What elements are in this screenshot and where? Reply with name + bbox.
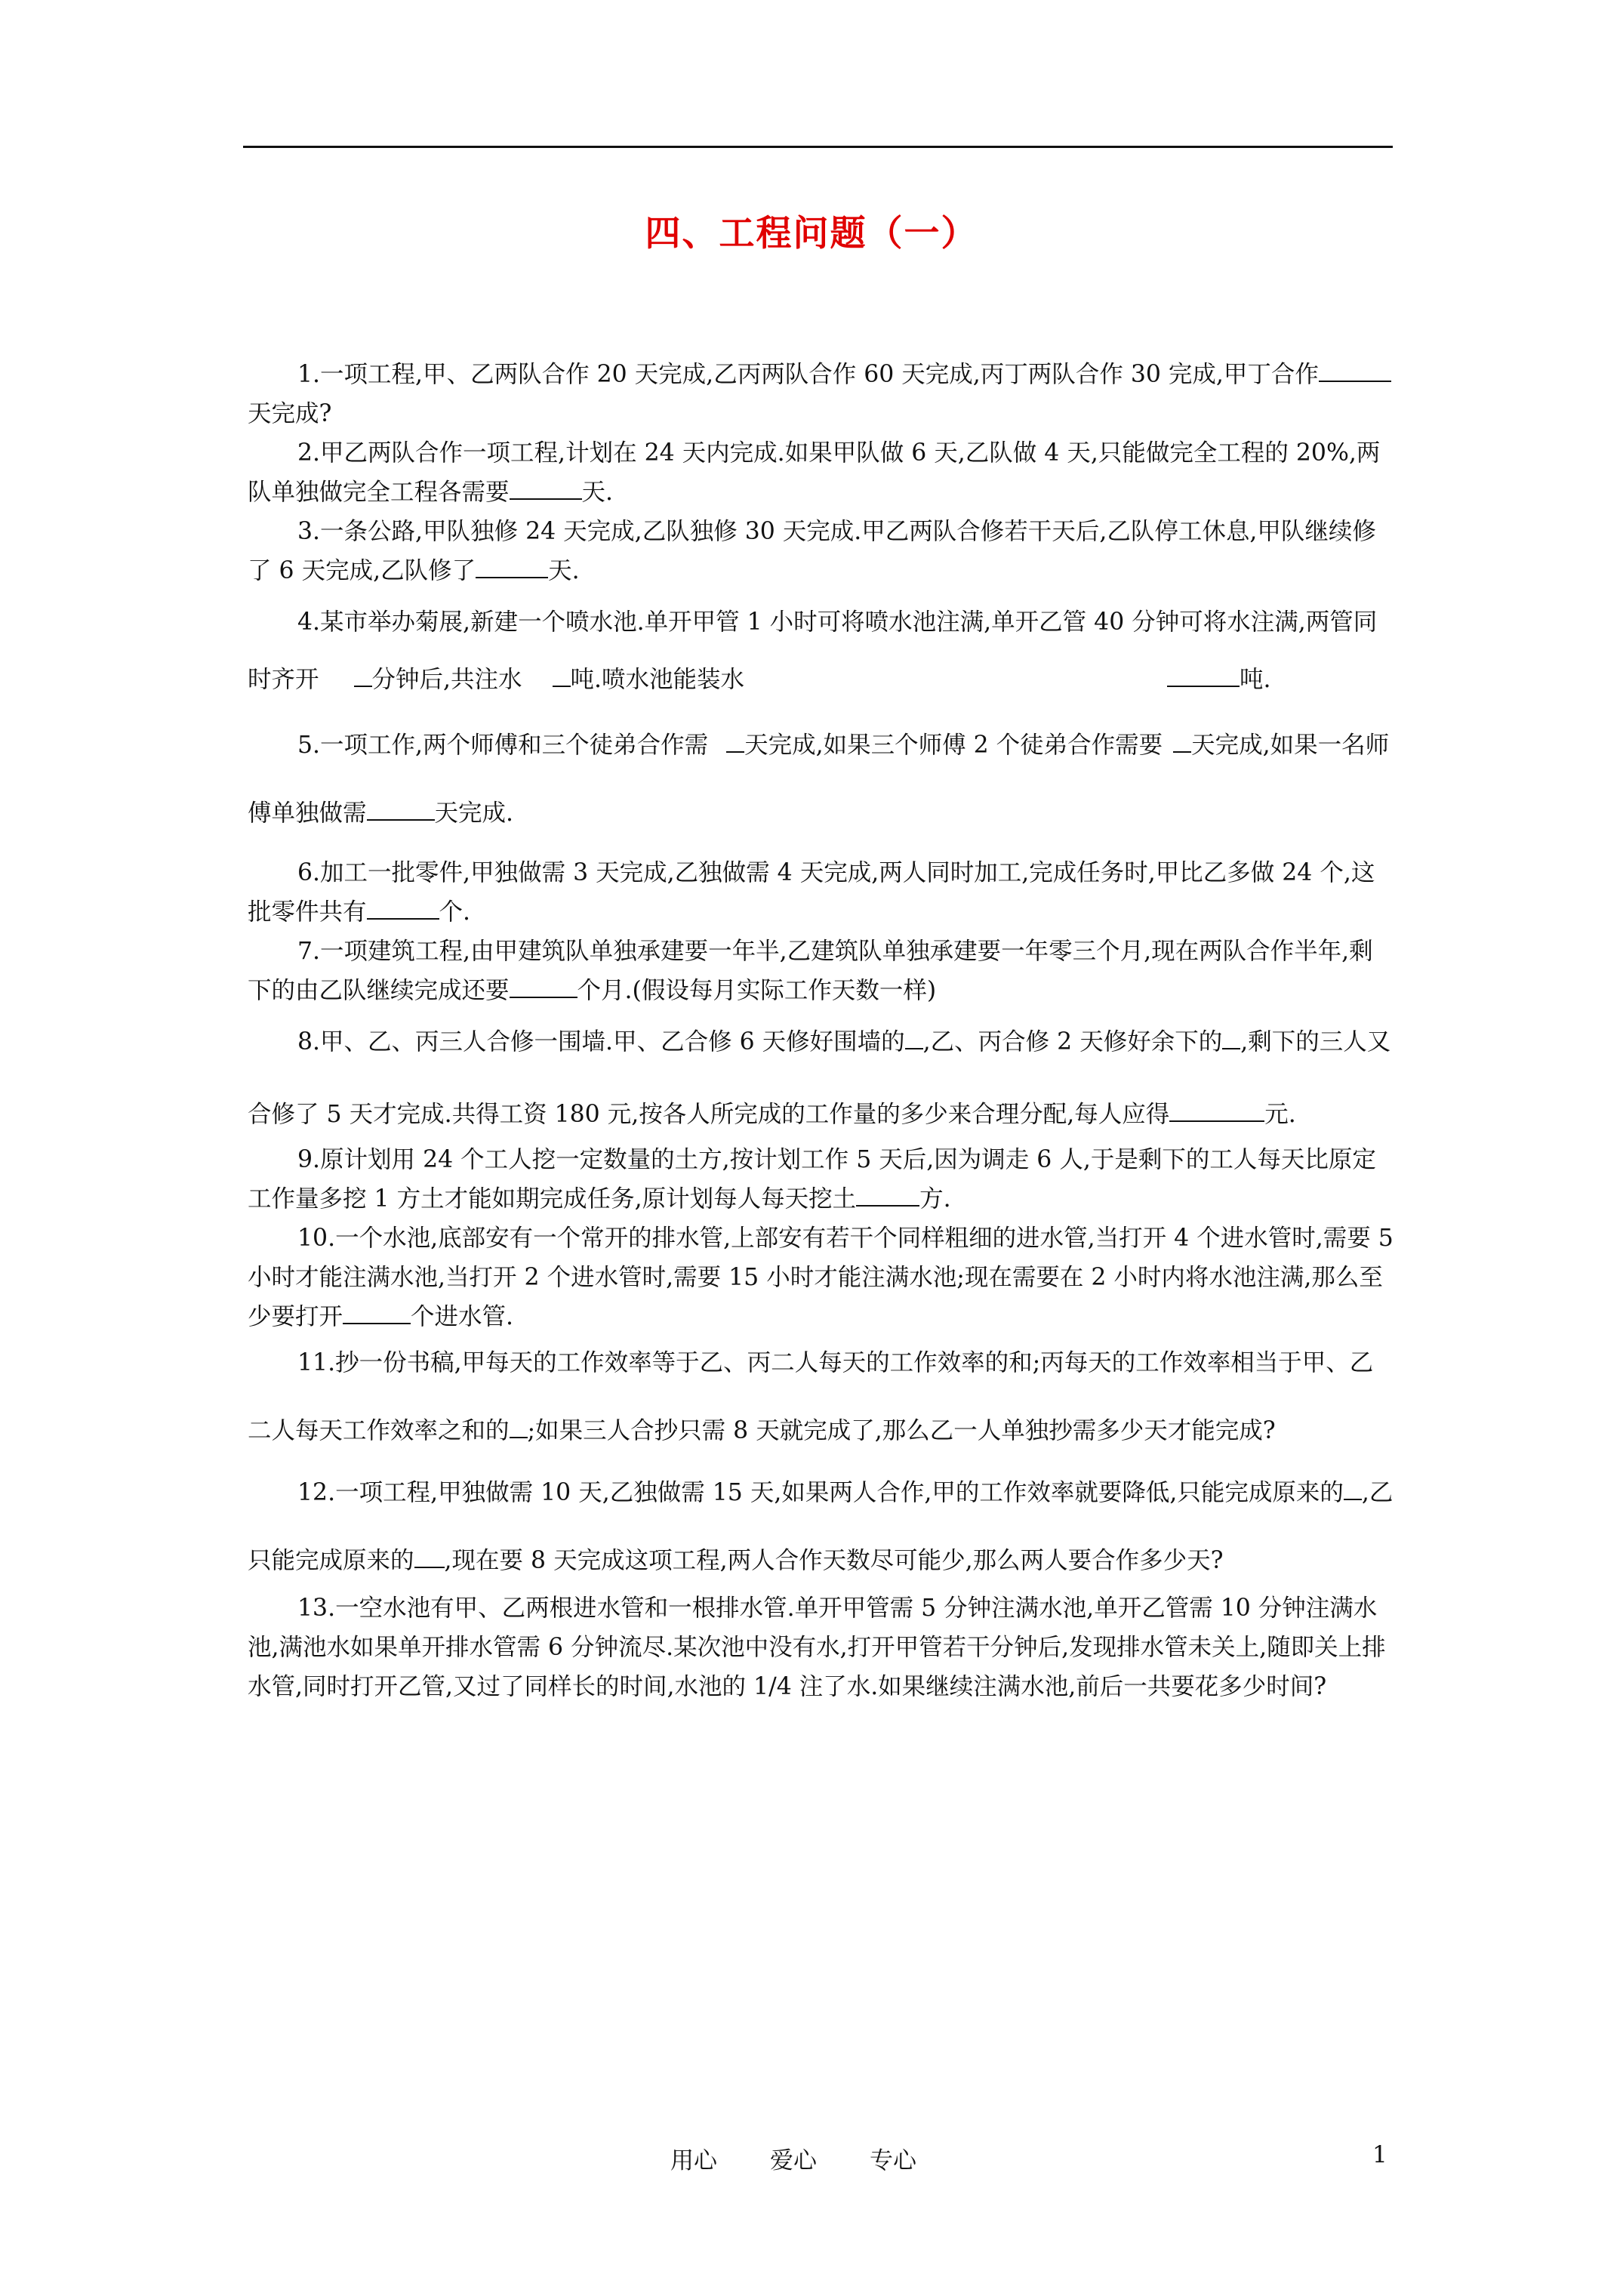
header-rule	[243, 146, 1393, 148]
problem-5-text-3: 天完成,如果一名师傅单独做需	[248, 732, 1390, 827]
problem-12	[248, 1459, 1395, 1595]
problem-11	[248, 1329, 1395, 1465]
problem-7	[248, 932, 1395, 1010]
problem-12-text-3: ,现在要 8 天完成这项工程,两人合作天数尽可能少,那么两人要合作多少天?	[444, 1547, 1224, 1574]
problem-6	[248, 853, 1395, 932]
page-number: 1	[1372, 2141, 1387, 2168]
answer-blank	[1169, 1099, 1264, 1122]
answer-blank	[476, 556, 548, 578]
problem-11-text: 11.抄一份书稿,甲每天的工作效率等于乙、丙二人每天的工作效率的和;丙每天的工作效率相当于甲、乙二人每天工作效率之和的	[248, 1349, 1374, 1444]
problem-10	[248, 1219, 1395, 1336]
problem-4-text-2: 分钟后,共注水	[371, 666, 522, 693]
problem-3-text: 3.一条公路,甲队独修 24 天完成,乙队独修 30 天完成.甲乙两队合修若干天后,乙队停工休息,甲队继续修了 6 天完成,乙队修了	[248, 518, 1376, 584]
problem-5-text-2: 天完成,如果三个师傅 2 个徒弟合作需要	[744, 732, 1163, 759]
answer-blank	[367, 798, 435, 821]
answer-blank	[1167, 664, 1240, 687]
problem-3-text-2: 天.	[548, 557, 580, 584]
problem-9-text-2: 方.	[919, 1185, 951, 1213]
problem-10-text: 10.一个水池,底部安有一个常开的排水管,上部安有若干个同样粗细的进水管,当打开 4 个进水管时,需要 5 小时才能注满水池,当打开 2 个进水管时,需要 15 小时才能注满水池;现在需要在 2 小时内将水池注满,那么至少要打开	[248, 1225, 1394, 1330]
footer-middle: 爱心	[770, 2147, 817, 2174]
fraction-placeholder	[1173, 735, 1191, 753]
problem-11-text-2: ;如果三人合抄只需 8 天就完成了,那么乙一人单独抄需多少天才能完成?	[527, 1417, 1276, 1444]
problem-1	[248, 355, 1395, 433]
fraction-placeholder	[905, 1031, 923, 1049]
problem-13	[248, 1589, 1395, 1706]
problem-5-text: 5.一项工作,两个师傅和三个徒弟合作需	[297, 732, 709, 759]
problem-4-text-4: 吨.	[1240, 666, 1271, 693]
answer-blank	[856, 1184, 919, 1207]
problem-3	[248, 512, 1395, 590]
problem-list	[248, 355, 1395, 1706]
problem-1-text: 1.一项工程,甲、乙两队合作 20 天完成,乙丙两队合作 60 天完成,丙丁两队合作 30 完成,甲丁合作	[297, 361, 1319, 388]
footer-left: 用心	[670, 2147, 717, 2174]
problem-9-text: 9.原计划用 24 个工人挖一定数量的土方,按计划工作 5 天后,因为调走 6 人,于是剩下的工人每天比原定工作量多挖 1 方土才能如期完成任务,原计划每人每天挖土	[248, 1146, 1376, 1213]
problem-8-text-4: 元.	[1264, 1101, 1296, 1128]
problem-2-text-2: 天.	[581, 479, 614, 506]
problem-12-text-2: ,乙只能完成原来的	[248, 1479, 1394, 1574]
problem-8-text-3: ,剩下的三人又合修了 5 天才完成.共得工资 180 元,按各人所完成的工作量的多少来合理分配,每人应得	[248, 1028, 1391, 1128]
footer-right: 专心	[870, 2147, 916, 2174]
answer-blank	[343, 1302, 411, 1324]
fraction-placeholder	[1344, 1482, 1362, 1500]
problem-5-text-4: 天完成.	[434, 800, 514, 827]
problem-2	[248, 433, 1395, 512]
problem-4-text-3: 吨.喷水池能装水	[570, 666, 745, 693]
answer-blank	[367, 897, 439, 920]
problem-6-text-2: 个.	[439, 898, 471, 926]
fraction-placeholder	[726, 735, 744, 753]
problem-6-text: 6.加工一批零件,甲独做需 3 天完成,乙独做需 4 天完成,两人同时加工,完成任务时,甲比乙多做 24 个,这批零件共有	[248, 859, 1375, 926]
problem-4-text: 4.某市举办菊展,新建一个喷水池.单开甲管 1 小时可将喷水池注满,单开乙管 40 分钟可将水注满,两管同时齐开	[248, 609, 1378, 693]
problem-4	[248, 593, 1395, 708]
fraction-placeholder	[414, 1550, 445, 1568]
answer-blank	[1319, 359, 1391, 382]
page-title: 四、工程问题（一）	[645, 213, 978, 254]
fraction-placeholder	[1222, 1031, 1240, 1049]
problem-9	[248, 1140, 1395, 1219]
problem-10-text-2: 个进水管.	[411, 1303, 514, 1330]
fraction-placeholder	[553, 669, 571, 687]
problem-8	[248, 1006, 1395, 1151]
fraction-placeholder	[510, 1420, 528, 1438]
problem-7-text: 7.一项建筑工程,由甲建筑队单独承建要一年半,乙建筑队单独承建要一年零三个月,现在两队合作半年,剩下的由乙队继续完成还要	[248, 938, 1373, 1004]
answer-blank	[510, 477, 582, 500]
problem-13-text: 13.一空水池有甲、乙两根进水管和一根排水管.单开甲管需 5 分钟注满水池,单开乙管需 10 分钟注满水池,满池水如果单开排水管需 6 分钟流尽.某次池中没有水,打开甲管若干分钟后,发现排水管未关上,随即关上排水管,同时打开乙管,又过了同样长的时间,水池的 1/4 注了水.如果继续注满水池,前后一共要花多少时间?	[248, 1595, 1386, 1700]
fraction-placeholder	[354, 669, 372, 687]
problem-8-text-2: ,乙、丙合修 2 天修好余下的	[922, 1028, 1223, 1056]
problem-7-text-2: 个月.(假设每月实际工作天数一样)	[577, 977, 937, 1004]
problem-1-text-2: 天完成?	[248, 400, 332, 427]
problem-2-text: 2.甲乙两队合作一项工程,计划在 24 天内完成.如果甲队做 6 天,乙队做 4 天,只能做完全工程的 20%,两队单独做完全工程各需要	[248, 439, 1381, 506]
problem-5	[248, 711, 1395, 847]
problem-12-text: 12.一项工程,甲独做需 10 天,乙独做需 15 天,如果两人合作,甲的工作效率就要降低,只能完成原来的	[297, 1479, 1344, 1506]
answer-blank	[510, 975, 577, 998]
problem-8-text: 8.甲、乙、丙三人合修一围墙.甲、乙合修 6 天修好围墙的	[297, 1028, 905, 1056]
